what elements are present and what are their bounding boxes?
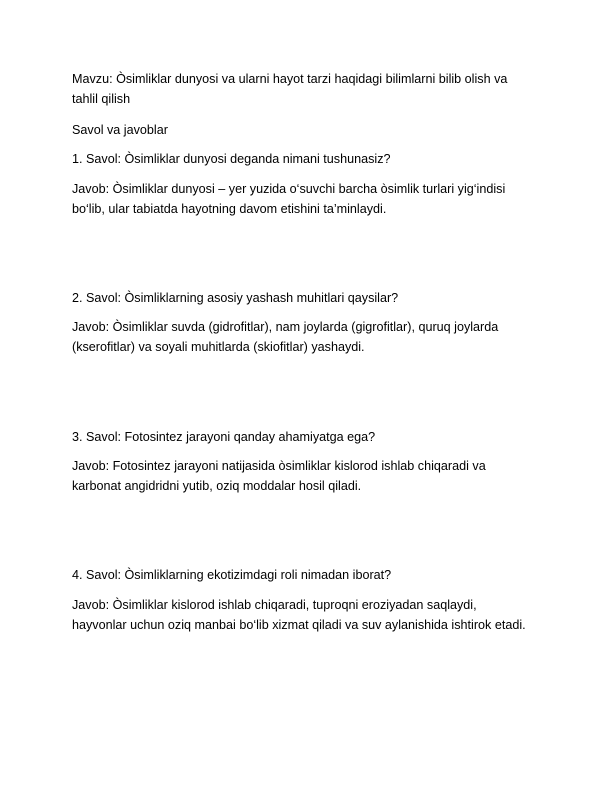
question-4: 4. Savol: Òsimliklarning ekotizimdagi roli nimadan iborat? <box>72 568 392 582</box>
answer-line: (kserofitlar) va soyali muhitlarda (skiofitlar) yashaydi. <box>72 339 365 354</box>
section-heading: Savol va javoblar <box>72 123 168 137</box>
topic-paragraph <box>72 70 542 109</box>
answer-2 <box>72 318 542 357</box>
answer-line: hayvonlar uchun oziq manbai bo‘lib xizmat qiladi va suv aylanishida ishtirok etadi. <box>72 617 526 632</box>
answer-3 <box>72 457 542 496</box>
question-2: 2. Savol: Òsimliklarning asosiy yashash muhitlari qaysilar? <box>72 291 399 305</box>
topic-line: tahlil qilish <box>72 91 131 106</box>
answer-4 <box>72 596 542 635</box>
answer-1 <box>72 180 542 219</box>
answer-line: Javob: Òsimliklar kislorod ishlab chiqaradi, tuproqni eroziyadan saqlaydi, <box>72 598 477 612</box>
answer-line: Javob: Òsimliklar suvda (gidrofitlar), nam joylarda (gigrofitlar), quruq joylarda <box>72 320 499 334</box>
answer-line: karbonat angidridni yutib, oziq moddalar hosil qiladi. <box>72 478 362 493</box>
answer-line: bo‘lib, ular tabiatda hayotning davom etishini ta’minlaydi. <box>72 201 387 216</box>
answer-line: Javob: Fotosintez jarayoni natijasida òsimliklar kislorod ishlab chiqaradi va <box>72 459 486 473</box>
question-3: 3. Savol: Fotosintez jarayoni qanday ahamiyatga ega? <box>72 430 376 444</box>
answer-line: Javob: Òsimliklar dunyosi – yer yuzida o‘suvchi barcha òsimlik turlari yig‘indisi <box>72 182 506 196</box>
topic-line: Mavzu: Òsimliklar dunyosi va ularni hayot tarzi haqidagi bilimlarni bilib olish va <box>72 72 508 86</box>
question-1: 1. Savol: Òsimliklar dunyosi deganda nimani tushunasiz? <box>72 152 391 166</box>
